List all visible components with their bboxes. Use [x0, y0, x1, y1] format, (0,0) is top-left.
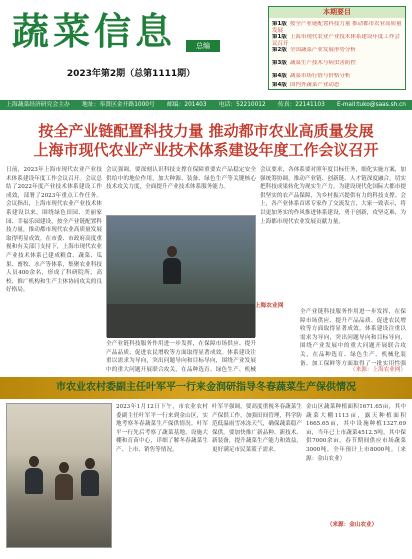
article1-column-mid: 会议强调，要深刻认识科技支撑在保障重要农产品稳定安全供给中的地位作用，加大种源、装备、绿色生产等关键核心技术攻关力度，全面提升产业技术体系服务能力。 [106, 167, 256, 191]
toc-item[interactable]: 第1版 按全产业链配置科技力量 推动都市农业高质量发展 [272, 21, 402, 34]
toc-item[interactable]: 第3版 蔬菜生产技术与病虫害防控 [272, 60, 356, 66]
greenhouse-photo [6, 403, 112, 548]
speaker-body [163, 258, 181, 284]
masthead-title: 蔬菜信息 [12, 9, 176, 53]
info-postcode: 邮编：201403 [166, 102, 207, 108]
toc-item[interactable]: 第4版 蔬菜市场行情与价格分析 [272, 73, 351, 79]
visitor-body [25, 468, 43, 494]
meeting-photo [106, 215, 256, 337]
article1-column-left: 日前，2023年上海市现代农业产业技术体系建设年度工作会议召开。会议总结了2022年度产业技术体系建设工作成效，部署了2023年重点工作任务。会议指出，上海市现代农业产业技术体系建设以来，围绕绿色田园、美丽家园、幸福乐园建设，按全产业链配置科技力量，推动都市现代农业高质量发展取得明显成效。在市委、市政府高度重视和有关部门支持下，上海市现代农业产业技术体系已建成粮食、蔬菜、瓜果、畜牧、水产等体系，集聚农业科技人员400余名，形成了科研院所、高校、推广机构和生产主体协同攻关的良好格局。 [6, 167, 102, 294]
visitor-body [55, 474, 73, 500]
article2-column-right: 金山区蔬菜种植面积1671.65亩，其中蔬菜大棚1113亩，露天种植面积1665.65亩，其中设施种植1327.69亩，当年已上市蔬菜4512.5吨，其中保供7000余亩，春节期间供应市场蔬菜3000吨，全年预计上市8000吨。（来源：金山农业） [306, 404, 406, 462]
toc-heading: 本期要目 [269, 7, 405, 18]
speaker-head [167, 246, 177, 257]
info-fax: 传真：22141103 [277, 102, 325, 108]
info-phone: 电话：52210012 [218, 102, 266, 108]
article1-column-right: 会议要求，各体系要对照年度目标任务，细化实施方案，加强统筹协调，推动产业链、创新链、人才链深度融合，切实把科技成果转化为现实生产力，为建设现代化国际大都市提供坚实的农产品保障，为乡村振兴提供有力的科技支撑。会上，各产业体系首席专家作了交流发言，大家一致表示，将以更加务实的作风推进体系建设，勇于创新，攻坚克难，为上海都市现代农业发展贡献力量。 [260, 167, 406, 225]
table-of-contents [268, 6, 406, 90]
article2-column-mid: 叶军平强调，要高度重视冬春蔬菜生产保供工作，加强田间管理，科学防范低温雨雪冰冻天气，确保蔬菜稳产保供。要加快推广新品种、新技术、新装备，提升蔬菜生产能力和效益，更好满足市民菜篮子需求。 [212, 404, 302, 453]
toc-item[interactable]: 第4版 国内外蔬菜产业动态 [272, 82, 340, 88]
info-address: 地址：奉贤区金开路1000号 [82, 102, 155, 108]
article1-column-right-bottom: 全产业链科技服务作用进一步发挥，在保障市场供应、提升产品品质、促进农民增收等方面取得显著成效。体系建设注重以需求为导向，突出问题导向和目标导向，围绕产业发展中的重大问题开展联合攻关，在品种选育、绿色生产、机械化装备、加工保鲜等方面取得了一批实用性强 [300, 309, 406, 366]
info-bar [0, 100, 412, 110]
issue-number: 2023年第2期（总第1111期） [66, 69, 196, 79]
headline-line-2: 上海市现代农业产业技术体系建设年度工作会议召开 [33, 141, 379, 159]
article2-title: 市农业农村委副主任叶军平一行来金润研指导冬春蔬菜生产保供情况 [56, 382, 356, 393]
masthead-stamp: 总编 [186, 40, 220, 52]
info-org: 上海蔬菜经济研究会主办 [6, 102, 70, 108]
toc-item[interactable]: 第2版 全国蔬菜产业发展形势分析 [272, 47, 356, 53]
visitor-head [59, 462, 69, 473]
visitor-head [29, 456, 39, 467]
podium-row [107, 304, 255, 338]
visitor-head [85, 458, 95, 469]
article2-column-left: 2023年1月12日下午，市农业农村委副主任叶军平一行来到金山区，实地考察冬春蔬菜生产保供情况。叶军平一行先后考察了蔬菜基地、设施大棚和育苗中心，详细了解冬春蔬菜生产、上市、销售等情况。 [116, 404, 208, 453]
photo1-caption: 上海农业网 [254, 303, 284, 309]
toc-item[interactable]: 第1版 上海市现代农业产业技术体系建设年度工作会议召开 [272, 34, 400, 47]
headline-line-1: 按全产业链配置科技力量 推动都市农业高质量发展 [38, 122, 374, 140]
info-email[interactable]: E-mail:tuko@saas.sh.cn [337, 102, 406, 108]
article2-source: （来源：金山农业） [326, 522, 378, 528]
visitor-body [81, 470, 99, 496]
article1-column-mid-bottom: 全产业链科技服务作用进一步发挥，在保障市场供应、提升产品品质、促进农民增收等方面取得显著成效。体系建设注重以需求为导向，突出问题导向和目标导向，围绕产业发展中的重大问题开展联合攻关，在品种选育、绿色生产、机械 [106, 341, 256, 373]
article1-source: （来源：上海农业网） [350, 367, 406, 373]
